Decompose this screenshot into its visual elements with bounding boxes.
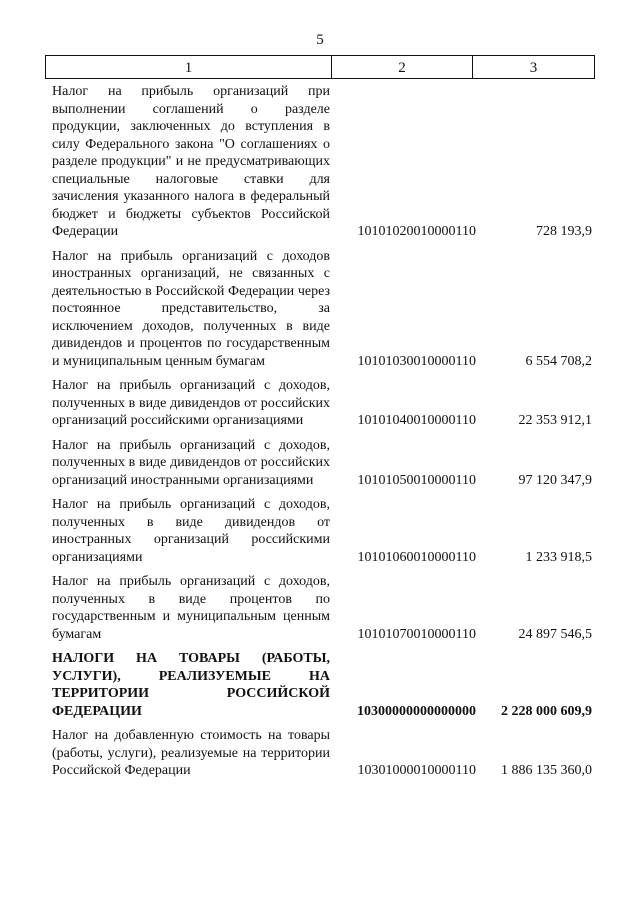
row-name: Налог на добавленную стоимость на товары (работы, услуги), реализуемые на территории Российской Федерации [52, 728, 330, 778]
table-row-section-total [52, 650, 592, 720]
column-header-2: 2 [332, 56, 473, 79]
row-name: Налог на прибыль организаций с доходов, полученных в виде дивидендов от иностранных организаций российскими организациями [52, 497, 330, 565]
row-code: 10300000000000000 [357, 703, 476, 719]
row-code: 10301000010000110 [357, 763, 476, 778]
row-amount: 6 554 708,2 [525, 353, 592, 369]
page-number: 5 [316, 32, 324, 48]
column-header-table [45, 55, 595, 79]
column-header-3: 3 [473, 56, 595, 79]
row-name: Налог на прибыль организаций при выполнении соглашений о разделе продукции, заключенных до вступления в силу Федерального закона "О соглашениях о разделе продукции" и не предусматривающих специальные налоговые ставки для зачисления указанного налога в федеральный бюджет и бюджеты субъектов Российской Федерации [52, 84, 330, 239]
table-row [52, 496, 592, 566]
row-code: 10101070010000110 [357, 626, 476, 642]
row-amount: 22 353 912,1 [518, 413, 592, 428]
table-row [52, 437, 592, 490]
row-code: 10101060010000110 [357, 549, 476, 565]
row-code: 10101040010000110 [357, 413, 476, 428]
row-name: Налог на прибыль организаций с доходов иностранных организаций, не связанных с деятельностью в Российской Федерации через постоянное представительство, за исключением доходов, полученных в виде дивидендов и процентов по государственным и муниципальным ценным бумагам [52, 248, 330, 369]
row-amount: 1 886 135 360,0 [501, 763, 592, 778]
table-row [52, 83, 592, 241]
row-amount: 1 233 918,5 [525, 549, 592, 565]
row-name: Налог на прибыль организаций с доходов, полученных в виде дивидендов от российских организаций российскими организациями [52, 378, 330, 428]
row-amount: 97 120 347,9 [518, 472, 592, 488]
column-header-row [46, 56, 595, 79]
row-code: 10101020010000110 [357, 224, 476, 239]
table-row [52, 573, 592, 643]
column-header-1: 1 [46, 56, 332, 79]
budget-rows [52, 83, 592, 787]
row-name: Налог на прибыль организаций с доходов, полученных в виде дивидендов от российских организаций иностранными организациями [52, 437, 330, 488]
row-amount: 2 228 000 609,9 [501, 703, 592, 719]
row-code: 10101030010000110 [357, 353, 476, 369]
row-amount: 728 193,9 [536, 224, 592, 239]
row-name: Налог на прибыль организаций с доходов, полученных в виде процентов по государственным и муниципальным ценным бумагам [52, 574, 330, 642]
table-row [52, 377, 592, 430]
row-name: НАЛОГИ НА ТОВАРЫ (РАБОТЫ, УСЛУГИ), РЕАЛИЗУЕМЫЕ НА ТЕРРИТОРИИ РОССИЙСКОЙ ФЕДЕРАЦИИ [52, 651, 330, 719]
table-row [52, 727, 592, 780]
row-amount: 24 897 546,5 [518, 626, 592, 642]
row-code: 10101050010000110 [357, 472, 476, 488]
table-row [52, 248, 592, 371]
